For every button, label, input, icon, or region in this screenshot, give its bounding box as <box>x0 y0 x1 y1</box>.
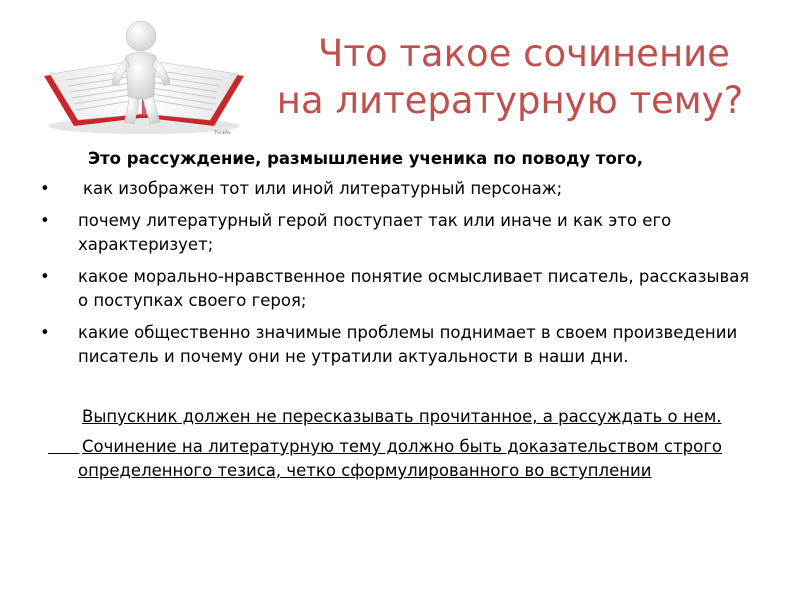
bullet-icon: • <box>40 179 50 198</box>
bullet-icon: • <box>40 267 50 286</box>
slide-title <box>250 30 770 124</box>
person-reading-book-icon <box>38 14 250 138</box>
bullet-list <box>40 177 760 369</box>
bullet-icon: • <box>40 323 50 342</box>
bullet-icon: • <box>40 211 50 230</box>
bullet-text: как изображен тот или иной литературный персонаж; <box>83 179 563 198</box>
list-item <box>40 177 760 201</box>
statement-essay-thesis <box>40 435 760 483</box>
statement-essay-thesis-text: Сочинение на литературную тему должно быть доказательством строго определенного тезиса, четко сформулированного во вступлении <box>78 437 722 480</box>
bullet-text: какое морально-нравственное понятие осмысливает писатель, рассказывая о поступках своего героя; <box>78 267 750 310</box>
intro-text: Это рассуждение, размышление ученика по поводу того, <box>88 149 644 168</box>
bullet-text: какие общественно значимые проблемы поднимает в своем произведении писатель и почему они не утратили актуальности в наши дни. <box>78 323 738 366</box>
title-line-1: Что такое сочинение <box>318 32 730 75</box>
statement-graduate: Выпускник должен не пересказывать прочитанное, а рассуждать о нем. <box>82 407 722 426</box>
title-line-2: на литературную тему? <box>276 79 744 122</box>
underline-lead <box>48 435 78 459</box>
list-item <box>40 321 760 369</box>
illustration-caption: ThinkPix <box>214 130 231 135</box>
bullet-text: почему литературный герой поступает так или иначе и как это его характеризует; <box>78 211 672 254</box>
slide-body <box>40 147 760 483</box>
list-item <box>40 209 760 257</box>
book-figure-illustration <box>38 14 250 138</box>
list-item <box>40 265 760 313</box>
